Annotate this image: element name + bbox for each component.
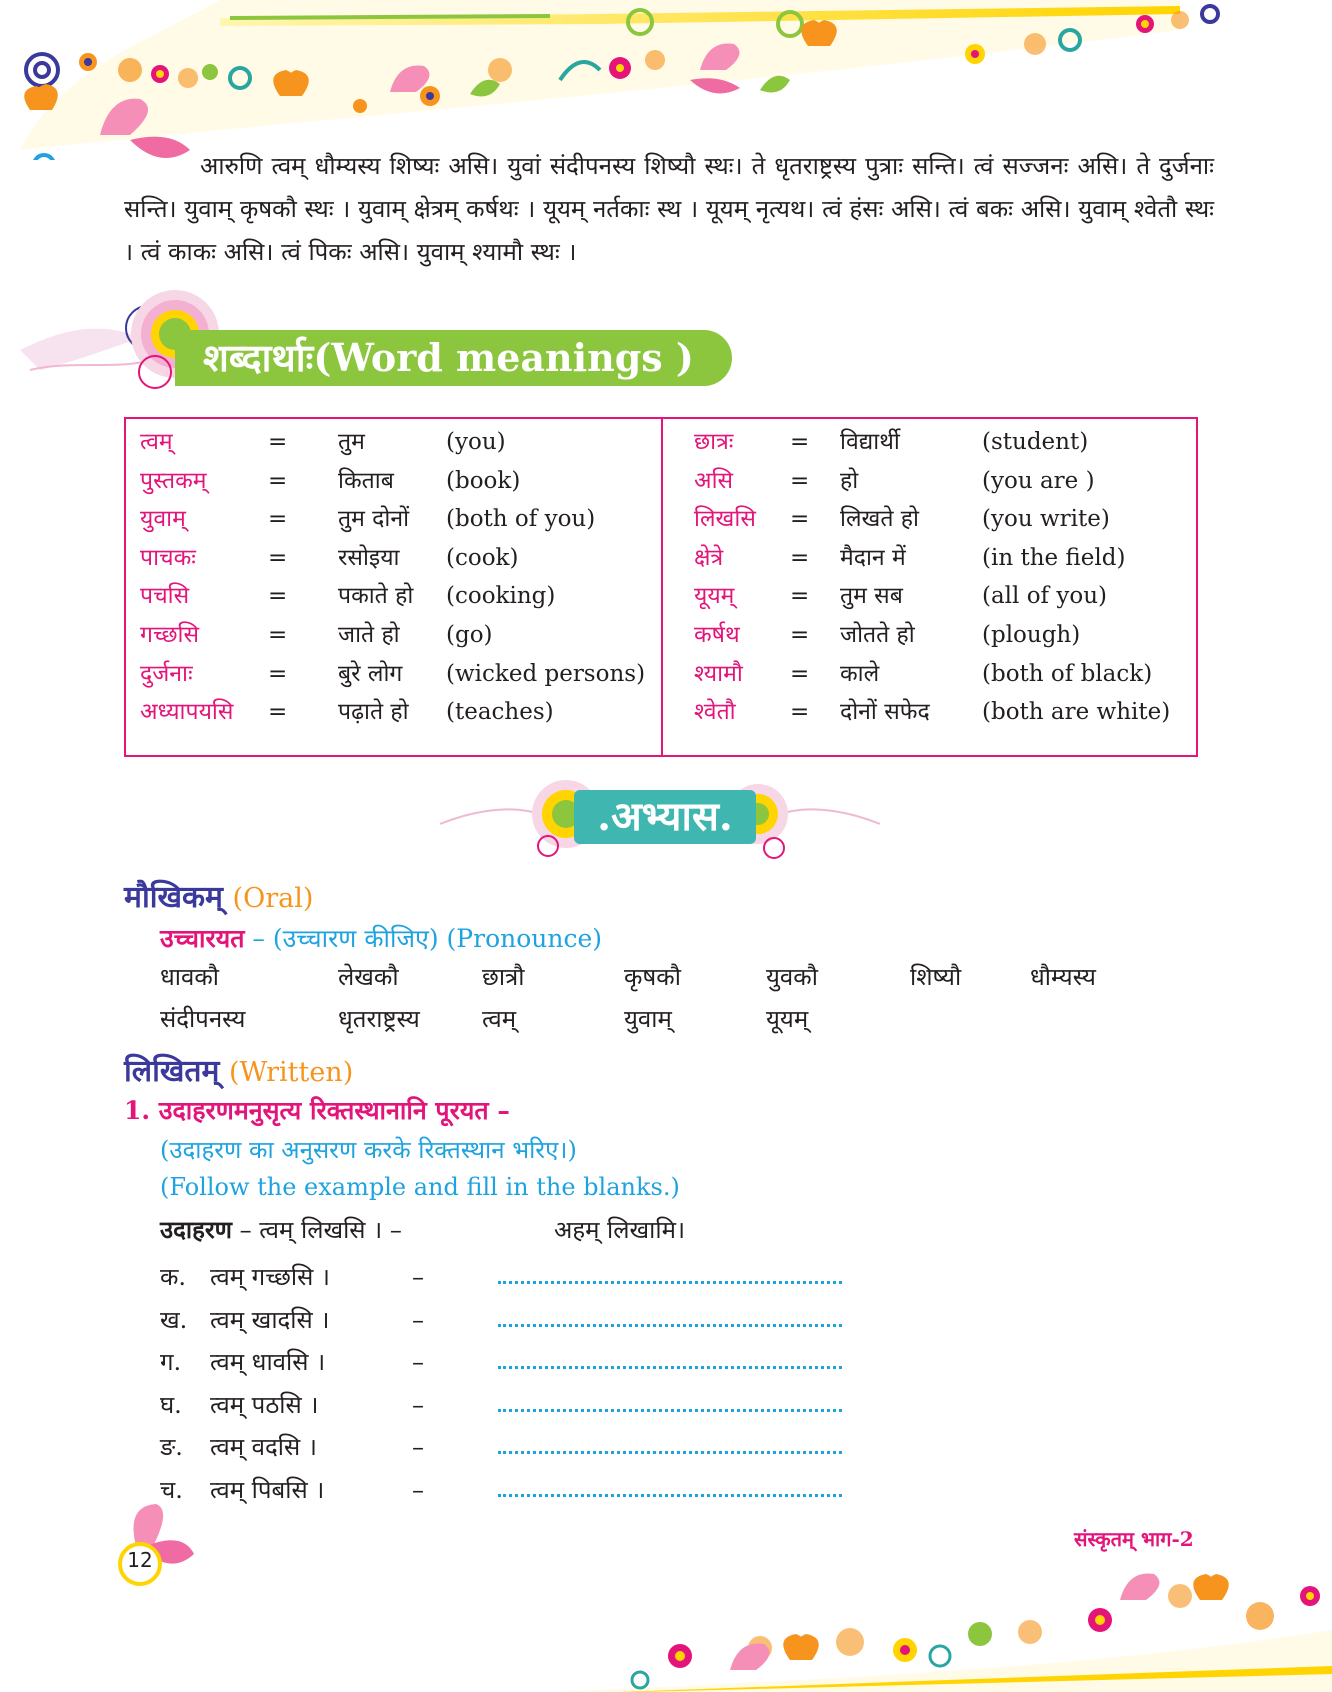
equals-sign: = — [268, 506, 288, 533]
oral-word: लेखकौ — [338, 963, 399, 991]
hindi-meaning: किताब — [338, 467, 394, 494]
word-meanings-heading: शब्दार्थाः(Word meanings ) — [175, 330, 732, 386]
equals-sign: = — [790, 583, 810, 610]
sanskrit-word: श्यामौ — [694, 660, 743, 687]
oral-word: संदीपनस्य — [160, 1005, 246, 1033]
equals-sign: = — [268, 429, 288, 455]
english-meaning: (wicked persons) — [446, 660, 646, 687]
exercise-sentence: त्वम् वदसि । — [210, 1433, 317, 1461]
english-meaning: (cooking) — [446, 583, 556, 610]
exercise-dash: – — [412, 1390, 424, 1419]
oral-word: शिष्यौ — [910, 963, 962, 991]
exercise-sentence: त्वम् पठसि । — [210, 1390, 319, 1419]
hindi-meaning: पकाते हो — [338, 583, 414, 610]
hindi-meaning: बुरे लोग — [338, 660, 403, 687]
sanskrit-word: पुस्तकम् — [140, 467, 207, 494]
exercise-dash: – — [412, 1433, 424, 1461]
equals-sign: = — [268, 583, 288, 610]
exercise-label: ख. — [160, 1305, 188, 1334]
sanskrit-word: पाचकः — [140, 544, 196, 571]
english-meaning: (student) — [982, 429, 1089, 455]
english-meaning: (book) — [446, 467, 521, 494]
equals-sign: = — [268, 699, 288, 726]
exercise-sentence: त्वम् धावसि । — [210, 1348, 326, 1376]
english-meaning: (you) — [446, 429, 506, 455]
english-meaning: (both of you) — [446, 506, 596, 533]
example-line — [160, 1213, 686, 1246]
book-title: संस्कृतम् भाग-2 — [1074, 1527, 1194, 1551]
english-meaning: (you are ) — [982, 467, 1095, 494]
oral-word: यूयम् — [766, 1005, 809, 1033]
oral-word: युवाम् — [624, 1005, 672, 1033]
exercise-dash: – — [412, 1475, 424, 1504]
oral-word: त्वम् — [482, 1005, 517, 1033]
passage-text: आरुणि त्वम् धौम्यस्य शिष्यः असि। युवां संदीपनस्य शिष्यौ स्थः। ते धृतराष्ट्रस्य पुत्राः सन्ति। त्वं सज्जनः असि। ते दुर्जनाः सन्ति। युवाम् कृषकौ स्थः । युवाम् क्षेत्रम् कर्षथः । यूयम् नर्तकाः स्थ । यूयम् नृत्यथ। त्वं हंसः असि। त्वं बकः असि। युवाम् श्वेतौ स्थः । त्वं काकः असि। त्वं पिकः असि। युवाम् श्यामौ स्थः । — [124, 152, 1214, 266]
oral-title-hindi: मौखिकम् — [124, 880, 223, 915]
english-meaning: (both of black) — [982, 660, 1153, 687]
answer-blank[interactable] — [498, 1324, 842, 1327]
sanskrit-word: दुर्जनाः — [140, 660, 193, 687]
oral-word: युवकौ — [766, 963, 818, 991]
question-1-title: 1. उदाहरणमनुसृत्य रिक्तस्थानानि पूरयत – — [124, 1096, 510, 1125]
answer-blank[interactable] — [498, 1409, 842, 1412]
equals-sign: = — [790, 506, 810, 533]
hindi-meaning: पढ़ाते हो — [338, 699, 409, 726]
top-floral-border — [0, 0, 1332, 160]
sanskrit-word: युवाम् — [140, 506, 186, 533]
exercise-dash: – — [412, 1348, 424, 1376]
written-title-english: (Written) — [229, 1057, 354, 1088]
oral-section-title — [124, 875, 313, 916]
sanskrit-word: छात्रः — [694, 429, 734, 455]
hindi-meaning: दोनों सफेद — [840, 699, 930, 726]
example-label: उदाहरण — [160, 1215, 233, 1244]
oral-word: कृषकौ — [624, 963, 681, 991]
hindi-meaning: लिखते हो — [840, 506, 919, 533]
question-1-english-instruction: (Follow the example and fill in the blanks.) — [160, 1173, 680, 1201]
equals-sign: = — [790, 622, 810, 648]
hindi-meaning: काले — [840, 660, 880, 687]
oral-instruction-rest: – (उच्चारण कीजिए) (Pronounce) — [244, 924, 603, 953]
exercise-sentence: त्वम् पिबसि । — [210, 1475, 325, 1504]
oral-title-english: (Oral) — [232, 883, 314, 914]
sanskrit-word: त्वम् — [140, 429, 173, 455]
answer-blank[interactable] — [498, 1494, 842, 1497]
oral-word: धावकौ — [160, 963, 219, 991]
exercise-label: ग. — [160, 1348, 182, 1376]
table-divider — [661, 417, 663, 757]
hindi-meaning: हो — [840, 467, 859, 494]
answer-blank[interactable] — [498, 1281, 842, 1284]
hindi-meaning: विद्यार्थी — [840, 429, 900, 455]
oral-word: धौम्यस्य — [1030, 963, 1096, 991]
hindi-meaning: तुम सब — [840, 583, 903, 610]
exercise-label: ङ. — [160, 1433, 183, 1461]
example-answer: अहम् लिखामि। — [554, 1216, 686, 1244]
answer-blank[interactable] — [498, 1366, 842, 1369]
english-meaning: (both are white) — [982, 699, 1171, 726]
equals-sign: = — [790, 544, 810, 571]
oral-instruction-hindi: उच्चारयत — [160, 924, 245, 953]
sanskrit-word: कर्षथ — [694, 622, 740, 648]
sanskrit-word: गच्छसि — [140, 622, 200, 648]
hindi-meaning: मैदान में — [840, 544, 906, 571]
hindi-meaning: तुम दोनों — [338, 506, 410, 533]
english-meaning: (in the field) — [982, 544, 1126, 571]
abhyas-heading: .अभ्यास. — [574, 790, 756, 844]
sanskrit-word: क्षेत्रे — [694, 544, 724, 571]
english-meaning: (go) — [446, 622, 493, 648]
equals-sign: = — [790, 429, 810, 455]
exercise-dash: – — [412, 1263, 424, 1291]
bottom-floral-border — [560, 1560, 1332, 1692]
english-meaning: (plough) — [982, 622, 1081, 648]
sanskrit-word: अध्यापयसि — [140, 699, 234, 726]
equals-sign: = — [268, 467, 288, 494]
sanskrit-passage — [124, 145, 1214, 274]
exercise-label: क. — [160, 1263, 187, 1291]
exercise-sentence: त्वम् खादसि । — [210, 1305, 330, 1334]
equals-sign: = — [268, 660, 288, 687]
equals-sign: = — [790, 699, 810, 726]
exercise-sentence: त्वम् गच्छसि । — [210, 1263, 331, 1291]
example-question: – त्वम् लिखसि । – — [232, 1216, 402, 1244]
equals-sign: = — [268, 544, 288, 571]
answer-blank[interactable] — [498, 1451, 842, 1454]
sanskrit-word: पचसि — [140, 583, 190, 610]
sanskrit-word: यूयम् — [694, 583, 735, 610]
exercise-dash: – — [412, 1305, 424, 1334]
sanskrit-word: लिखसि — [694, 506, 756, 533]
english-meaning: (teaches) — [446, 699, 554, 726]
equals-sign: = — [790, 467, 810, 494]
hindi-meaning: जाते हो — [338, 622, 400, 648]
page-number: 12 — [127, 1548, 153, 1572]
english-meaning: (all of you) — [982, 583, 1108, 610]
hindi-meaning: रसोइया — [338, 544, 400, 571]
equals-sign: = — [790, 660, 810, 687]
equals-sign: = — [268, 622, 288, 648]
sanskrit-word: श्वेतौ — [694, 699, 736, 726]
oral-word: धृतराष्ट्रस्य — [338, 1005, 420, 1033]
question-1-hindi-instruction: (उदाहरण का अनुसरण करके रिक्तस्थान भरिए।) — [160, 1136, 577, 1164]
written-section-title — [124, 1049, 353, 1090]
exercise-label: घ. — [160, 1390, 182, 1419]
english-meaning: (you write) — [982, 506, 1110, 533]
english-meaning: (cook) — [446, 544, 519, 571]
written-title-hindi: लिखितम् — [124, 1054, 220, 1089]
hindi-meaning: जोतते हो — [840, 622, 915, 648]
oral-word: छात्रौ — [482, 963, 525, 991]
hindi-meaning: तुम — [338, 429, 365, 455]
oral-instruction — [160, 921, 602, 955]
exercise-label: च. — [160, 1475, 183, 1504]
sanskrit-word: असि — [694, 467, 734, 494]
